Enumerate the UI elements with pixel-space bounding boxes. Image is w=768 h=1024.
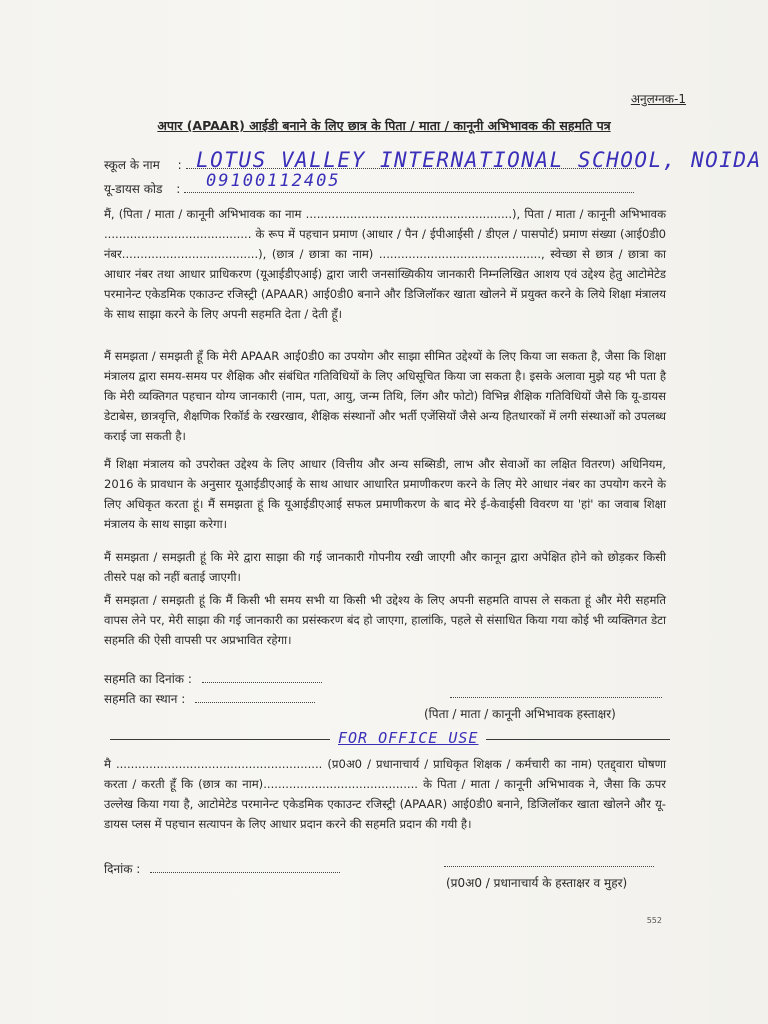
consent-date-label: सहमति का दिनांक : <box>104 672 192 686</box>
udise-code-label: यू-डायस कोड <box>104 182 163 196</box>
consent-place-label: सहमति का स्थान : <box>104 692 186 706</box>
principal-signature-line <box>444 866 654 867</box>
consent-paragraph-3: मैं शिक्षा मंत्रालय को उपरोक्त उद्देश्य के लिए आधार (वित्तीय और अन्य सब्सिडी, लाभ और सेवाओं का लक्षित वितरण) अधिनियम, 2016 के प्रावधान के अनुसार यूआईडीएआई के साथ आधार आधारित प्रमाणीकरण करने के लिए मेरे आधार नंबर का उपयोग करने के लिए अधिकृत करता हूं। मैं समझता हूं कि यूआईडीएआई सफल प्रमाणीकरण के बाद मेरे ई-केवाईसी विवरण या 'हां' का जवाब शिक्षा मंत्रालय के साथ साझा करेगा। <box>104 457 666 531</box>
school-name-handwritten: LOTUS VALLEY INTERNATIONAL SCHOOL, NOIDA <box>196 148 762 172</box>
annexure-label: अनुलग्नक-1 <box>630 92 686 106</box>
consent-paragraph-4: मैं समझता / समझती हूं कि मेरे द्वारा साझा की गई जानकारी गोपनीय रखी जाएगी और कानून द्वारा अपेक्षित होने को छोड़कर किसी तीसरे पक्ष को नहीं बताई जाएगी। <box>104 550 666 584</box>
office-use-handwritten: FOR OFFICE USE <box>330 729 486 747</box>
udise-code-row: यू-डायस कोड : <box>104 180 634 197</box>
consent-paragraph-1: मैं, (पिता / माता / कानूनी अभिभावक का नाम ........................................................), पिता / माता / कानूनी अभिभावक ........................................ के रूप में पहचान प्रमाण (आधार / पैन / ईपीआईसी / डीएल / पासपोर्ट) प्रमाण संख्या (आई0डी0 नंबर.....................................), (छात्र / छात्रा का नाम) ............................................, स्वेच्छा से छात्र / छात्रा का आधार नंबर तथा आधार प्राधिकरण (यूआईडीएआई) द्वारा जारी जनसांख्यिकीय जानकारी निम्नलिखित आशय एवं उद्देश्य हेतु आटोमेटेड परमानेन्ट एकेडमिक एकाउन्ट रजिस्ट्री (APAAR) आई0डी0 बनाने और डिजिलॉकर खाता खोलने में प्रयुक्त करने के लिये शिक्षा मंत्रालय के साथ साझा करने के लिए अपनी सहमति देता / देती हूँ। <box>104 207 666 321</box>
consent-place-row <box>104 690 315 707</box>
guardian-signature-label: (पिता / माता / कानूनी अभिभावक हस्ताक्षर) <box>424 707 616 721</box>
school-name-label: स्कूल के नाम <box>104 158 160 172</box>
consent-paragraph-2: मैं समझता / समझती हूँ कि मेरी APAAR आई0डी0 का उपयोग और साझा सीमित उद्देश्यों के लिए किया जा सकता है, जैसा कि शिक्षा मंत्रालय द्वारा समय-समय पर शैक्षिक और संबंधित गतिविधियों के लिए अधिसूचित किया जा सकता है। इसके अलावा मुझे यह भी पता है कि मेरी व्यक्तिगत पहचान योग्य जानकारी (नाम, पता, आयु, जन्म तिथि, लिंग और फोटो) विभिन्न शैक्षिक गतिविधियों जैसे कि यू-डायस डेटाबेस, छात्रवृत्ति, शैक्षणिक रिकॉर्ड के रखरखाव, शैक्षिक संस्थानों और भर्ती एजेंसियों जैसे अन्य हितधारकों में लगी संस्थाओं को उपलब्ध कराई जा सकती है। <box>104 349 666 443</box>
consent-date-row <box>104 670 322 687</box>
office-date-row <box>104 860 340 877</box>
form-title: अपार (APAAR) आईडी बनाने के लिए छात्र के पिता / माता / कानूनी अभिभावक की सहमति पत्र <box>157 118 611 133</box>
udise-code-handwritten: 09100112405 <box>206 171 341 191</box>
office-declaration-paragraph: मै ........................................................ (प्र0अ0 / प्रधानाचार्य / प्राधिकृत शिक्षक / कर्मचारी का नाम) एतद्द्वारा घोषणा करता / करती हूँ कि (छात्र का नाम).......................................... के पिता / माता / कानूनी अभिभावक ने, जैसा कि ऊपर उल्लेख किया गया है, आटोमेटेड परमानेन्ट एकेडमिक एकाउन्ट रजिस्ट्री (APAAR) आई0डी0 बनाने, डिजिलॉकर खाता खोलने और यू-डायस प्लस में पहचान सत्यापन के लिए आधार प्रदान करने की सहमति प्रदान की गयी है। <box>104 757 666 831</box>
principal-signature-label: (प्र0अ0 / प्रधानाचार्य के हस्ताक्षर व मुहर) <box>446 876 628 890</box>
consent-paragraph-5: मैं समझता / समझती हूं कि मैं किसी भी समय सभी या किसी भी उद्देश्य के लिए अपनी सहमति वापस ले सकता हूं और मेरी सहमति वापस लेने पर, मेरी साझा की गई जानकारी का प्रसंस्करण बंद हो जाएगा, हालांकि, पहले से संसाधित किया गया कोई भी व्यक्तिगत डेटा सहमति की ऐसी वापसी पर अप्रभावित रहेगा। <box>104 593 666 647</box>
school-name-row: स्कूल के नाम : <box>104 156 636 173</box>
page-number: 552 <box>646 916 662 925</box>
office-date-label: दिनांक : <box>104 862 141 876</box>
guardian-signature-line <box>450 697 662 698</box>
